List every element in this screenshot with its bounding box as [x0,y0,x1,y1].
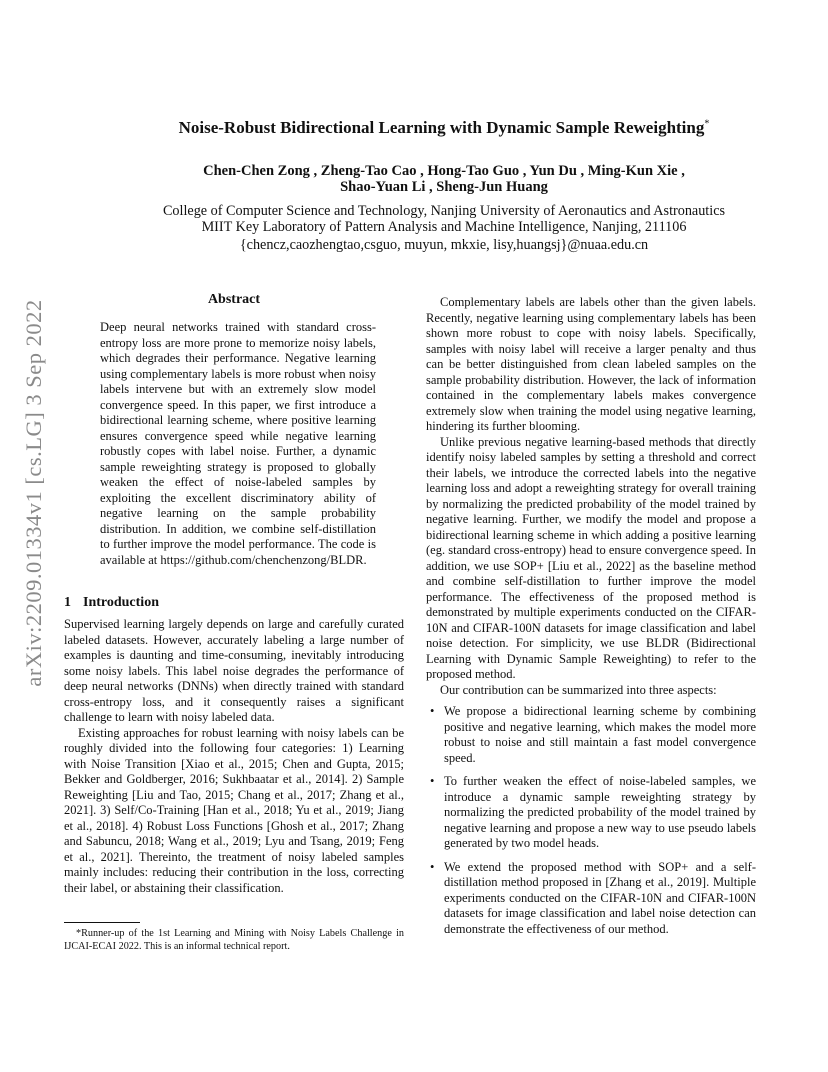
title-footnote-mark: * [704,118,710,130]
arxiv-identifier-text: arXiv:2209.01334v1 [cs.LG] 3 Sep 2022 [21,298,46,687]
right-paragraph-2: Unlike previous negative learning-based methods that directly identify noisy labeled samples by setting a threshold and correct their labels, we introduce the corrected labels into the negative learning loss and adopt a reweighting strategy for overall training by normalizing the predicted probability of the model trained by negative learning. Further, we modify the model and propose a bidirectional learning scheme in which adding a positive learning (eg. standard cross-entropy) head to ensure convergence speed. In addition, we use SOP+ [Liu et al., 2022] as the baseline method and combine self-distillation to further improve the model performance. The effectiveness of the proposed method is demonstrated by multiple experiments conducted on the CIFAR-10N and CIFAR-100N datasets for image classification and label noise detection. For simplicity, we use BLDR (Bidirectional Learning with Dynamic Sample Reweighting) to refer to the proposed method. [426,434,756,681]
abstract-text: Deep neural networks trained with standard cross-entropy loss are more prone to memorize noisy labels, which degrades their performance. Negative learning using complementary labels is more robust when noisy labels intervene but with an extremely slow model convergence speed. In this paper, we first introduce a bidirectional learning scheme, where positive learning ensures convergence speed while negative learning robustly copes with label noise. Further, a dynamic sample reweighting strategy is proposed to globally weaken the effect of noise-labeled samples by exploiting the excellent discriminatory ability of negative learning on the sample probability distribution. In addition, we combine self-distillation to further improve the model performance. The code is available at [100,320,376,567]
section-heading-introduction [64,595,159,611]
paper-title-text: Noise-Robust Bidirectional Learning with Dynamic Sample Reweighting [178,118,705,137]
intro-paragraph-2: Existing approaches for robust learning with noisy labels can be roughly divided into the following four categories: 1) Learning with Noise Transition [Xiao et al., 2015; Chen and Gupta, 2015; Bekker and Goldberger, 2016; Sukhbaatar et al., 2014]. 2) Sample Reweighting [Liu and Tao, 2015; Chang et al., 2017; Zhang et al., 2021]. 3) Self/Co-Training [Han et al., 2018; Yu et al., 2019; Jiang et al., 2018]. 4) Robust Loss Functions [Ghosh et al., 2017; Zhang and Sabuncu, 2018; Wang et al., 2019; Lyu and Tsang, 2019; Feng et al., 2021]. Thereinto, the treatment of noisy labeled samples mainly includes: reducing their contribution in the loss, correcting their label, or abstaining their classification. [64,725,404,895]
contribution-item: • We extend the proposed method with SOP+ and a self-distillation method proposed in [Zhang et al., 2019]. Multiple experiments conducted on the CIFAR-10N and CIFAR-100N datasets for image classification and label noise detection can demonstrate the effectiveness of our method. [426,860,756,938]
abstract-body [100,320,376,568]
author-list [60,163,828,195]
abstract-end: . [363,552,367,567]
author-line-1: Chen-Chen Zong , Zheng-Tao Cao , Hong-Tao Guo , Yun Du , Ming-Kun Xie , [203,163,685,179]
contribution-list [426,704,756,937]
arxiv-identifier [18,295,50,690]
footnote-text: *Runner-up of the 1st Learning and Mining with Noisy Labels Challenge in IJCAI-ECAI 2022. This is an informal technical report. [64,928,404,952]
contribution-item: • We propose a bidirectional learning scheme by combining positive and negative learning, which makes the model more robust to noise and still maintain a fast model convergence speed. [426,704,756,766]
footnote-rule [64,922,140,923]
affiliation-line-1: College of Computer Science and Technology, Nanjing University of Aeronautics and Astronautics [162,203,726,219]
author-line-2: Shao-Yuan Li , Sheng-Jun Huang [340,179,548,195]
paper-title [60,118,828,138]
introduction-body [64,617,404,896]
author-emails: {chencz,caozhengtao,csguo, muyun, mkxie, lisy,huangsj}@nuaa.edu.cn [239,237,649,253]
affiliation-line-2: MIIT Key Laboratory of Pattern Analysis and Machine Intelligence, Nanjing, 211106 [201,219,687,235]
right-paragraph-1: Complementary labels are labels other than the given labels. Recently, negative learning using complementary labels has been shown more robust to cope with noisy labels. Specifically, samples with noisy label will receive a larger penalty and thus can be better distinguished from clean labeled samples on the sample probability distribution. However, the lack of information contained in the complementary labels makes convergence extremely slow when training the model using negative learning, hindering its further blooming. [426,295,756,433]
section-number: 1 [64,595,71,610]
intro-paragraph-1: Supervised learning largely depends on large and carefully curated labeled datasets. However, accurately labeling a large number of examples is daunting and time-consuming, inevitably introducing some noisy labels. This label noise degrades the performance of deep neural networks (DNNs) when directly trained with standard cross-entropy loss, and it consequently raises a significant challenge to learn with noisy labeled data. [64,617,404,724]
right-column-body [426,295,756,945]
abstract-heading: Abstract [207,292,261,307]
contribution-item: • To further weaken the effect of noise-labeled samples, we introduce a dynamic sample reweighting strategy by normalizing the predicted probability of the model trained by negative learning and propose a new way to use pseudo labels generated by two model heads. [426,774,756,852]
section-title: Introduction [83,595,159,610]
affiliation [60,203,828,235]
code-link[interactable]: https://github.com/chenchenzong/BLDR [160,552,364,567]
footnote [64,927,404,953]
right-paragraph-3: Our contribution can be summarized into three aspects: [440,682,717,697]
